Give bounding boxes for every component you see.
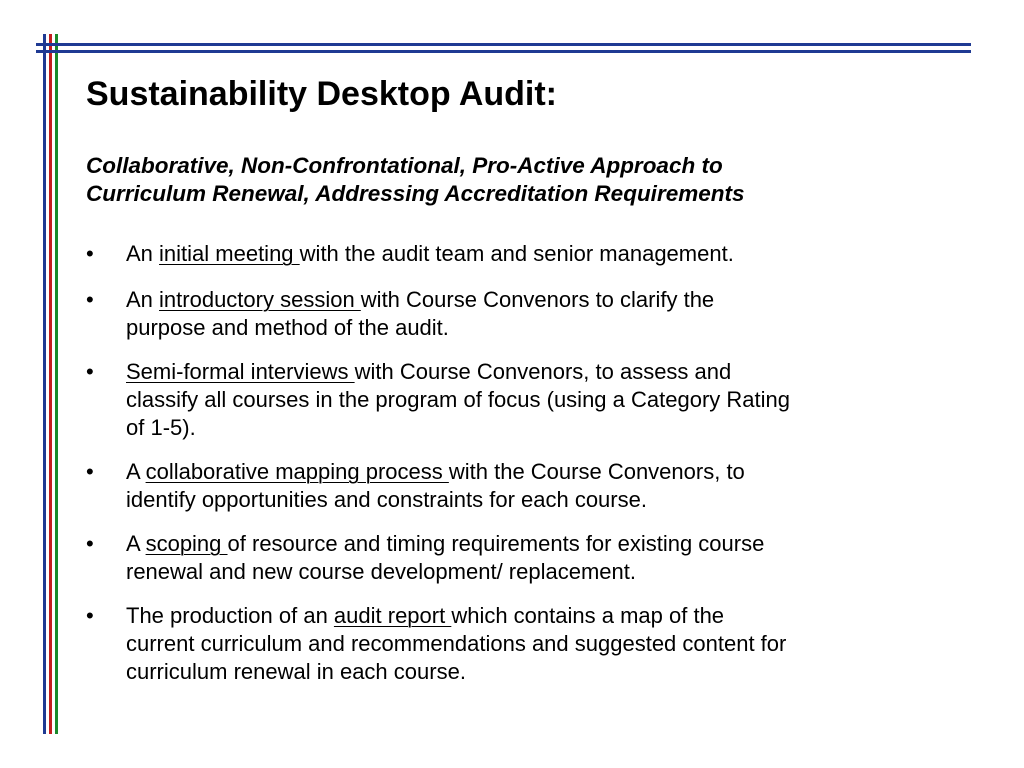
bullet-text-run: The production of an bbox=[126, 603, 334, 628]
bullet-line bbox=[126, 240, 1006, 268]
bullet-line bbox=[126, 486, 1006, 514]
decor-vline-green bbox=[55, 34, 58, 734]
bullet-text-run: current curriculum and recommendations and suggested content for bbox=[126, 631, 787, 656]
bullet-line bbox=[126, 386, 1006, 414]
bullet-underlined-phrase: scoping bbox=[145, 531, 228, 556]
bullet-underlined-phrase: audit report bbox=[333, 603, 452, 628]
bullet-line bbox=[126, 602, 1006, 630]
subtitle-line-2: Curriculum Renewal, Addressing Accreditation Requirements bbox=[86, 181, 745, 206]
bullet-text bbox=[126, 530, 1006, 586]
decor-vline-red bbox=[49, 34, 52, 734]
bullet-text-run: with the audit team and senior management. bbox=[299, 241, 734, 266]
bullet-line bbox=[126, 530, 1006, 558]
bullet-text-run: with the Course Convenors, to bbox=[448, 459, 745, 484]
bullet-dot: • bbox=[86, 531, 94, 556]
bullet-line bbox=[126, 558, 1006, 586]
bullet-text bbox=[126, 458, 1006, 514]
bullet-underlined-phrase: collaborative mapping process bbox=[145, 459, 449, 484]
bullet-line bbox=[126, 414, 1006, 442]
bullet-dot: • bbox=[86, 603, 94, 628]
bullet-text-run: purpose and method of the audit. bbox=[126, 315, 449, 340]
bullet-text-run: An bbox=[126, 241, 160, 266]
bullet-text bbox=[126, 358, 1006, 442]
slide-title: Sustainability Desktop Audit: bbox=[86, 75, 558, 113]
bullet-text-run: of 1-5). bbox=[126, 415, 196, 440]
bullet-text-run: A bbox=[126, 531, 146, 556]
bullet-text bbox=[126, 240, 1006, 268]
bullet-text-run: identify opportunities and constraints for each course. bbox=[126, 487, 647, 512]
bullet-text-run: renewal and new course development/ replacement. bbox=[126, 559, 636, 584]
bullet-text-run: with Course Convenors, to assess and bbox=[354, 359, 732, 384]
bullet-text-run: A bbox=[126, 459, 146, 484]
bullet-line bbox=[126, 458, 1006, 486]
bullet-dot: • bbox=[86, 241, 94, 266]
bullet-text-run: classify all courses in the program of focus (using a Category Rating bbox=[126, 387, 790, 412]
bullet-line bbox=[126, 630, 1006, 658]
bullet-dot: • bbox=[86, 459, 94, 484]
bullet-text-run: which contains a map of the bbox=[451, 603, 725, 628]
bullet-text-run: curriculum renewal in each course. bbox=[126, 659, 466, 684]
bullet-text-run: with Course Convenors to clarify the bbox=[360, 287, 715, 312]
bullet-line bbox=[126, 358, 1006, 386]
bullet-underlined-phrase: introductory session bbox=[159, 287, 361, 312]
bullet-dot: • bbox=[86, 359, 94, 384]
bullet-line bbox=[126, 314, 1006, 342]
decor-hline-bottom bbox=[36, 50, 971, 53]
decor-hline-top bbox=[36, 43, 971, 46]
bullet-text bbox=[126, 602, 1006, 686]
bullet-text-run: of resource and timing requirements for existing course bbox=[227, 531, 765, 556]
bullet-underlined-phrase: initial meeting bbox=[159, 241, 300, 266]
decor-vline-blue bbox=[43, 34, 46, 734]
subtitle-line-1: Collaborative, Non-Confrontational, Pro-Active Approach to bbox=[86, 153, 723, 178]
bullet-text bbox=[126, 286, 1006, 342]
slide-subtitle bbox=[86, 152, 744, 208]
bullet-dot: • bbox=[86, 287, 94, 312]
bullet-line bbox=[126, 658, 1006, 686]
bullet-underlined-phrase: Semi-formal interviews bbox=[126, 359, 355, 384]
bullet-text-run: An bbox=[126, 287, 160, 312]
bullet-line bbox=[126, 286, 1006, 314]
